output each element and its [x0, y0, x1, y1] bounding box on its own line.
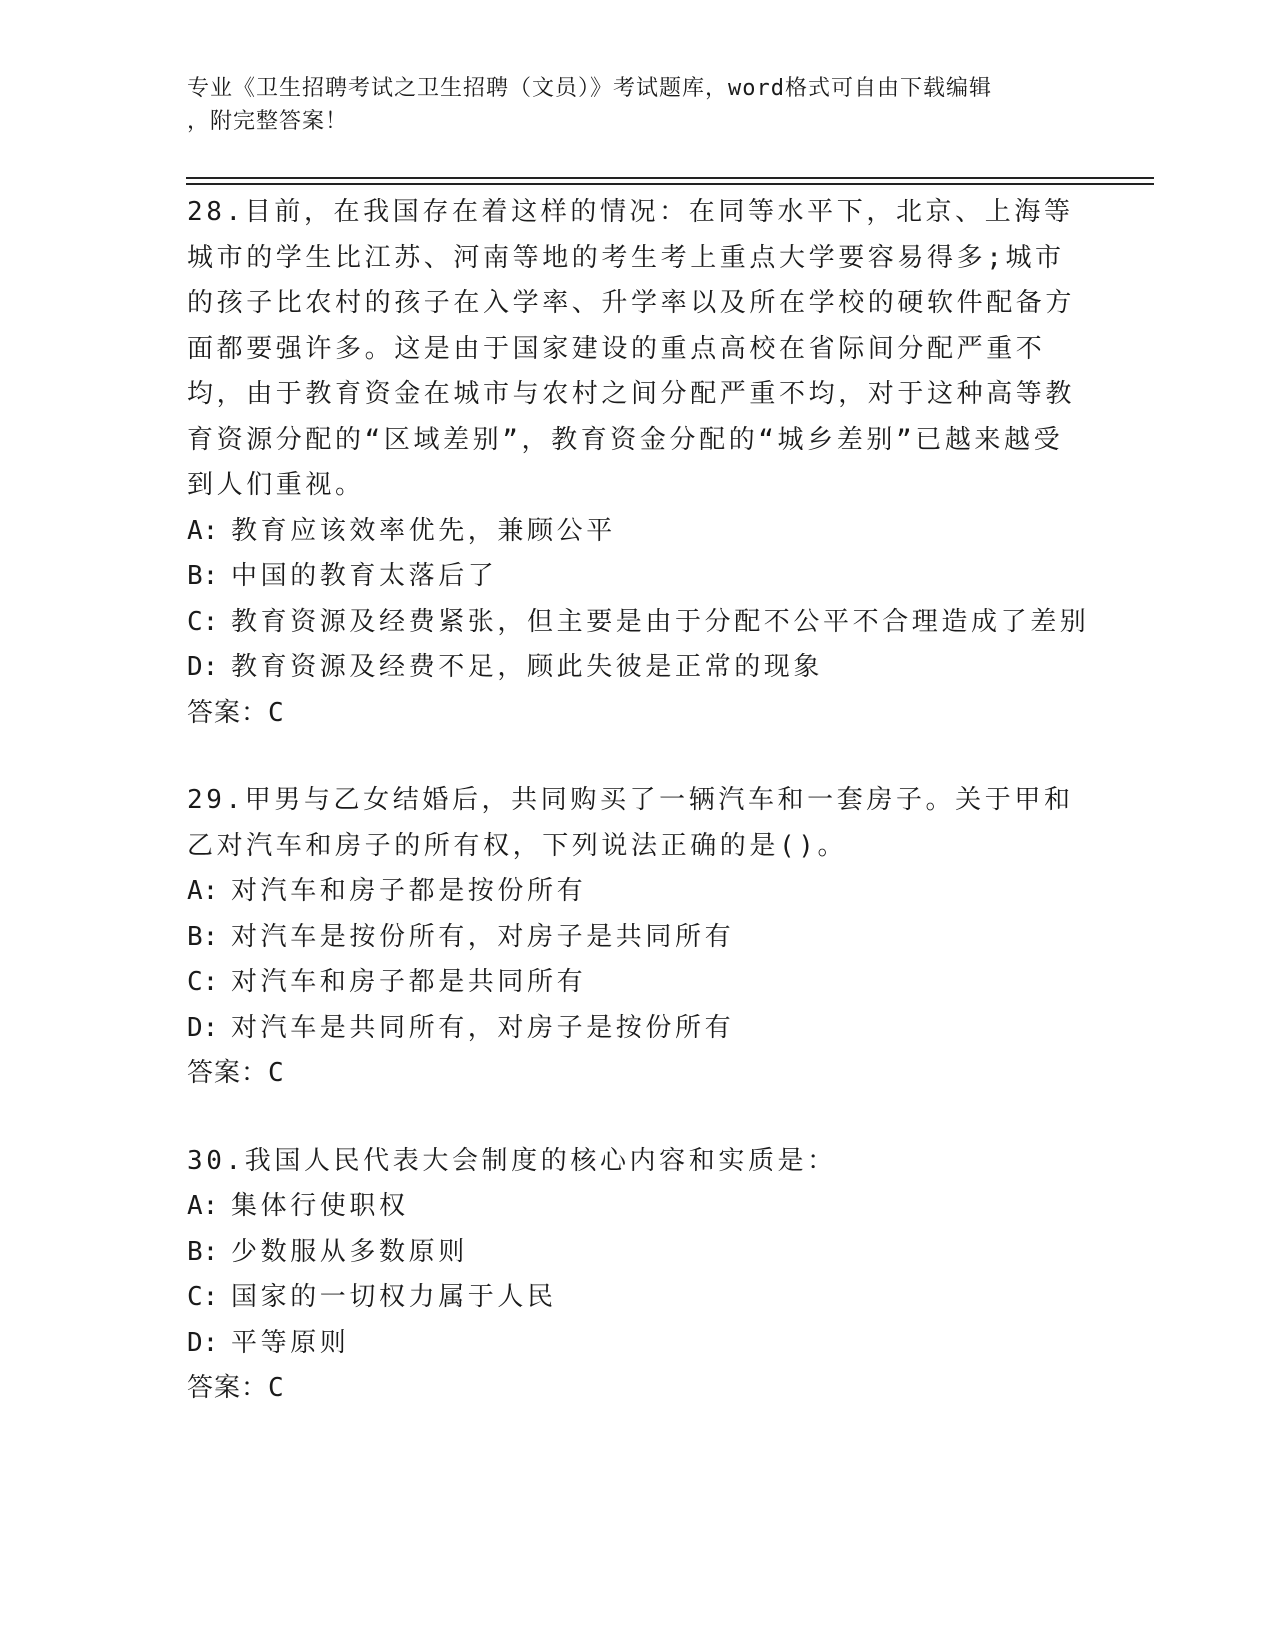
- option-d: [187, 1006, 1087, 1052]
- option-text: 中国的教育太落后了: [231, 561, 498, 591]
- question-30: [187, 1139, 1087, 1412]
- option-text: 教育资源及经费紧张，但主要是由于分配不公平不合理造成了差别: [231, 606, 1090, 637]
- option-letter: A:: [187, 515, 219, 546]
- option-text: 对汽车是共同所有，对房子是按份所有: [231, 1012, 735, 1043]
- question-stem: 28.目前，在我国存在着这样的情况：在同等水平下，北京、上海等城市的学生比江苏、河南等地的考生考上重点大学要容易得多;城市的孩子比农村的孩子在入学率、升学率以及所在学校的硬软件配备方面都要强许多。这是由于国家建设的重点高校在省际间分配严重不均，由于教育资金在城市与农村之间分配严重不均，对于这种高等教育资源分配的“区域差别”，教育资金分配的“城乡差别”已越来越受到人们重视。: [187, 197, 1076, 500]
- option-letter: C:: [187, 606, 219, 637]
- header-line-2: ，附完整答案！: [187, 109, 349, 134]
- option-letter: C:: [187, 1282, 219, 1312]
- question-stem: 29.甲男与乙女结婚后，共同购买了一辆汽车和一套房子。关于甲和乙对汽车和房子的所有权，下列说法正确的是()。: [187, 785, 1074, 861]
- header-divider-top: [186, 177, 1154, 179]
- option-c: [187, 1275, 1087, 1321]
- document-header: [187, 72, 1067, 138]
- option-c: [187, 600, 1090, 646]
- option-a: [187, 509, 1087, 555]
- option-letter: B:: [187, 1236, 219, 1267]
- option-text: 少数服从多数原则: [231, 1236, 468, 1267]
- option-text: 教育应该效率优先，兼顾公平: [231, 515, 616, 546]
- option-c: [187, 960, 1087, 1006]
- answer-line: 答案：C: [187, 1373, 285, 1403]
- option-text: 教育资源及经费不足，顾此失彼是正常的现象: [231, 652, 824, 682]
- option-letter: B:: [187, 921, 219, 952]
- option-letter: A:: [187, 876, 219, 906]
- answer-line: 答案：C: [187, 1058, 285, 1088]
- option-b: [187, 915, 1087, 961]
- option-d: [187, 645, 1087, 691]
- option-d: [187, 1321, 1087, 1367]
- question-28: [187, 190, 1090, 736]
- question-stem: 30.我国人民代表大会制度的核心内容和实质是：: [187, 1145, 837, 1176]
- option-text: 平等原则: [231, 1327, 350, 1358]
- option-text: 对汽车和房子都是按份所有: [231, 876, 587, 906]
- header-divider-bottom: [186, 183, 1154, 185]
- question-list: [187, 190, 1090, 1454]
- answer-line: 答案：C: [187, 697, 285, 728]
- option-b: [187, 554, 1087, 600]
- option-a: [187, 869, 1087, 915]
- question-29: [187, 778, 1087, 1097]
- option-text: 国家的一切权力属于人民: [231, 1282, 557, 1312]
- option-b: [187, 1230, 1087, 1276]
- option-letter: D:: [187, 1012, 219, 1043]
- header-line-1: 专业《卫生招聘考试之卫生招聘（文员）》考试题库，word格式可自由下载编辑: [187, 76, 992, 101]
- option-a: [187, 1184, 1087, 1230]
- option-text: 集体行使职权: [231, 1191, 409, 1221]
- option-text: 对汽车和房子都是共同所有: [231, 967, 587, 997]
- option-letter: D:: [187, 652, 219, 682]
- option-letter: C:: [187, 967, 219, 997]
- option-text: 对汽车是按份所有，对房子是共同所有: [231, 921, 735, 952]
- option-letter: D:: [187, 1327, 219, 1358]
- option-letter: B:: [187, 561, 219, 591]
- option-letter: A:: [187, 1191, 219, 1221]
